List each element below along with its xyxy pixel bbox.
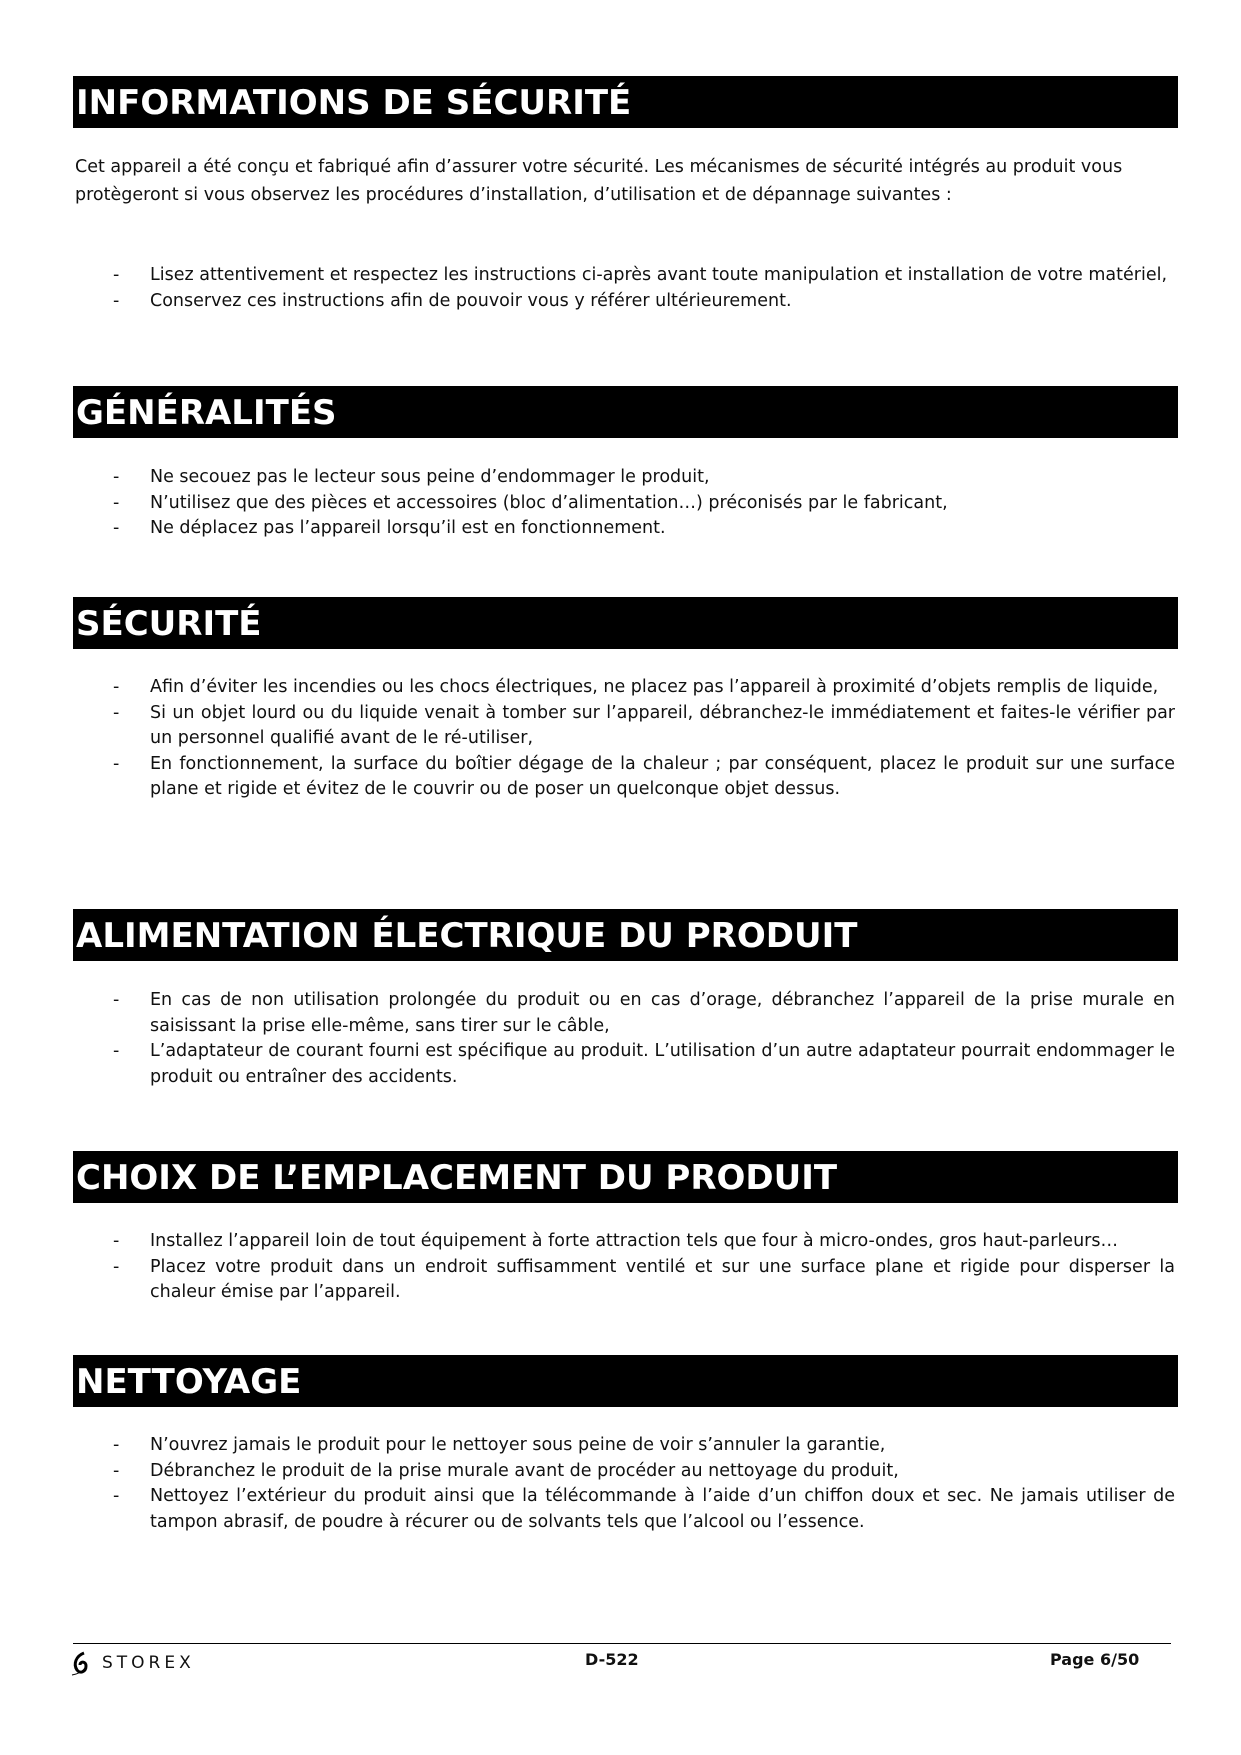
- list-item-text: L’adaptateur de courant fourni est spécifique au produit. L’utilisation d’un autre adaptateur pourrait endommager le produit ou entraîner des accidents.: [150, 1041, 1175, 1087]
- dash-bullet: -: [113, 677, 120, 697]
- dash-bullet: -: [113, 265, 120, 285]
- brand-name: STOREX: [102, 1653, 195, 1673]
- section-heading: INFORMATIONS DE SÉCURITÉ: [73, 76, 1178, 128]
- list-item: [113, 465, 1175, 491]
- list-item: [113, 752, 1175, 803]
- page-number: Page 6/50: [1050, 1650, 1140, 1669]
- list-item-text: Ne déplacez pas l’appareil lorsqu’il est en fonctionnement.: [150, 518, 666, 538]
- dash-bullet: -: [113, 1435, 120, 1455]
- bullet-list: [113, 675, 1175, 803]
- dash-bullet: -: [113, 492, 120, 513]
- dash-bullet: -: [113, 1460, 120, 1481]
- dash-bullet: -: [113, 990, 120, 1010]
- list-item: [113, 1039, 1175, 1090]
- list-item: [113, 491, 1175, 517]
- bullet-list: [113, 1229, 1175, 1306]
- list-item-text: Afin d’éviter les incendies ou les chocs électriques, ne placez pas l’appareil à proximité d’objets remplis de liquide,: [150, 677, 1159, 697]
- section-heading: NETTOYAGE: [73, 1355, 1178, 1407]
- list-item-text: N’utilisez que des pièces et accessoires (bloc d’alimentation…) préconisés par le fabricant,: [150, 492, 948, 513]
- list-item: [113, 1433, 1175, 1459]
- list-item-text: Si un objet lourd ou du liquide venait à tomber sur l’appareil, débranchez-le immédiatement et faites-le vérifier par un personnel qualifié avant de le ré-utiliser,: [150, 702, 1175, 748]
- list-item: [113, 516, 1175, 542]
- section-heading: GÉNÉRALITÉS: [73, 386, 1178, 438]
- section-heading: SÉCURITÉ: [73, 597, 1178, 649]
- list-item-text: En cas de non utilisation prolongée du produit ou en cas d’orage, débranchez l’appareil de la prise murale en saisissant la prise elle-même, sans tirer sur le câble,: [150, 990, 1175, 1036]
- bullet-list: [113, 988, 1175, 1090]
- list-item: [113, 1229, 1175, 1255]
- bullet-list: [113, 1433, 1175, 1535]
- list-item-text: Nettoyez l’extérieur du produit ainsi que la télécommande à l’aide d’un chiffon doux et sec. Ne jamais utiliser de tampon abrasif, de poudre à récurer ou de solvants tels que l’alcool ou l’essence.: [150, 1486, 1175, 1532]
- dash-bullet: -: [113, 1256, 120, 1277]
- list-item-text: Placez votre produit dans un endroit suffisamment ventilé et sur une surface plane et rigide pour disperser la chaleur émise par l’appareil.: [150, 1256, 1175, 1302]
- bullet-list: [113, 263, 1175, 314]
- model-number: D-522: [585, 1650, 639, 1669]
- dash-bullet: -: [113, 1041, 120, 1061]
- list-item-text: Conservez ces instructions afin de pouvoir vous y référer ultérieurement.: [150, 290, 792, 311]
- dash-bullet: -: [113, 518, 120, 538]
- list-item-text: Lisez attentivement et respectez les instructions ci-après avant toute manipulation et installation de votre matériel,: [150, 265, 1168, 285]
- list-item-text: En fonctionnement, la surface du boîtier dégage de la chaleur ; par conséquent, placez le produit sur une surface plane et rigide et évitez de le couvrir ou de poser un quelconque objet dessus.: [150, 753, 1175, 799]
- dash-bullet: -: [113, 1231, 120, 1251]
- list-item-text: Installez l’appareil loin de tout équipement à forte attraction tels que four à micro-ondes, gros haut-parleurs…: [150, 1231, 1118, 1251]
- dash-bullet: -: [113, 467, 120, 487]
- list-item: [113, 988, 1175, 1039]
- dash-bullet: -: [113, 290, 120, 311]
- footer-divider: [73, 1643, 1171, 1644]
- list-item-text: N’ouvrez jamais le produit pour le nettoyer sous peine de voir s’annuler la garantie,: [150, 1435, 886, 1455]
- storex-logo: [70, 1650, 195, 1676]
- dash-bullet: -: [113, 702, 120, 723]
- list-item-text: Débranchez le produit de la prise murale avant de procéder au nettoyage du produit,: [150, 1460, 899, 1481]
- dash-bullet: -: [113, 1486, 120, 1506]
- list-item-text: Ne secouez pas le lecteur sous peine d’endommager le produit,: [150, 467, 710, 487]
- list-item: [113, 1484, 1175, 1535]
- section-heading: CHOIX DE L’EMPLACEMENT DU PRODUIT: [73, 1151, 1178, 1203]
- list-item: [113, 1255, 1175, 1306]
- list-item: [113, 263, 1175, 289]
- section-heading: ALIMENTATION ÉLECTRIQUE DU PRODUIT: [73, 909, 1178, 961]
- list-item: [113, 289, 1175, 315]
- intro-paragraph: Cet appareil a été conçu et fabriqué afin d’assurer votre sécurité. Les mécanismes de sécurité intégrés au produit vous protègeront si vous observez les procédures d’installation, d’utilisation et de dépannage suivantes :: [75, 157, 1123, 205]
- list-item: [113, 701, 1175, 752]
- list-item: [113, 1459, 1175, 1485]
- list-item: [113, 675, 1175, 701]
- dash-bullet: -: [113, 753, 120, 774]
- storex-swirl-icon: [70, 1650, 96, 1676]
- bullet-list: [113, 465, 1175, 542]
